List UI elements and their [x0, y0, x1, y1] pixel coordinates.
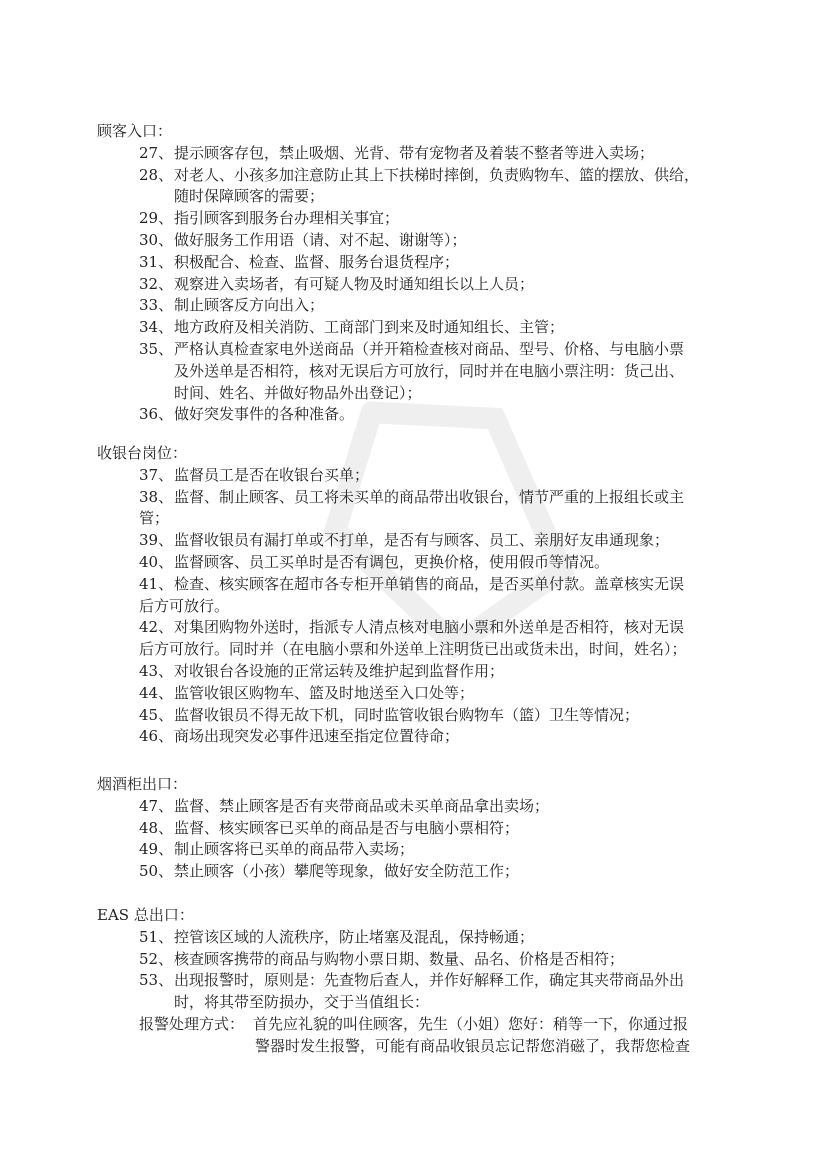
item-number: 31、: [139, 252, 174, 271]
item-number: 35、: [139, 340, 174, 358]
item-text: 对集团购物外送时，指派专人清点核对电脑小票和外送单是否相符，核对无误: [174, 618, 685, 637]
item-number: 29、: [139, 209, 174, 228]
list-item: [0, 207, 830, 229]
item-text: 对收银台各设施的正常运转及维护起到监督作用；: [174, 662, 505, 680]
item-number: 44、: [139, 683, 174, 702]
item-text-continuation: 管；: [139, 509, 170, 528]
list-item: [0, 969, 830, 991]
item-text: 检查、核实顾客在超市各专柜开单销售的商品，是否买单付款。盖章核实无误: [174, 574, 685, 593]
item-text: 商场出现突发必事件迅速至指定位置待命；: [174, 727, 460, 746]
item-text: 监督、制止顾客、员工将未买单的商品带出收银台，情节严重的上报组长或主: [174, 487, 685, 506]
item-text: 监督员工是否在收银台买单；: [174, 465, 370, 484]
item-text-continuation: 时，将其带至防损办，交于当值组长：: [174, 993, 430, 1012]
item-text: 对老人、小孩多加注意防止其上下扶梯时摔倒，负责购物车、篮的摆放、供给，: [174, 165, 700, 184]
item-text: 监督顾客、员工买单时是否有调包，更换价格，使用假币等情况。: [174, 553, 610, 571]
item-number: 36、: [139, 405, 174, 424]
list-item: [0, 229, 830, 251]
list-item: [0, 486, 830, 508]
list-item: [0, 142, 830, 164]
item-number: 39、: [139, 531, 174, 550]
list-item: [0, 251, 830, 273]
list-item: [0, 616, 830, 638]
list-item: [0, 338, 830, 360]
item-text-continuation: 后方可放行。同时并（在电脑小票和外送单上注明货已出或货未出，时间，姓名）；: [139, 640, 687, 659]
item-text: 禁止顾客（小孩）攀爬等现象，做好安全防范工作；: [174, 862, 520, 881]
item-number: 34、: [139, 318, 174, 337]
item-number: 52、: [139, 949, 174, 968]
item-text-continuation: 随时保障顾客的需要；: [174, 187, 325, 206]
item-number: 28、: [139, 165, 174, 184]
item-number: 46、: [139, 727, 174, 746]
item-text: 观察进入卖场者，有可疑人物及时通知组长以上人员；: [174, 274, 535, 293]
list-item: [0, 660, 830, 682]
list-item: [0, 164, 830, 186]
list-item: [0, 294, 830, 316]
item-text: 监管收银区购物车、篮及时地送至入口处等；: [174, 683, 475, 702]
section-heading: 收银台岗位：: [97, 444, 188, 462]
item-text: 核查顾客携带的商品与购物小票日期、数量、品名、价格是否相符；: [174, 949, 625, 968]
item-number: 47、: [139, 796, 174, 815]
list-item: [0, 551, 830, 573]
item-number: 33、: [139, 296, 174, 315]
item-text: 严格认真检查家电外送商品（并开箱检查核对商品、型号、价格、与电脑小票: [174, 340, 685, 358]
list-item: [0, 682, 830, 704]
item-number: 27、: [139, 143, 174, 162]
list-item: [0, 273, 830, 295]
item-text: 监督收银员有漏打单或不打单，是否有与顾客、员工、亲朋好友串通现象；: [174, 531, 670, 550]
section-heading: 顾客入口：: [97, 122, 173, 140]
item-number: 51、: [139, 927, 174, 946]
item-text: 监督、禁止顾客是否有夹带商品或未买单商品拿出卖场；: [174, 796, 550, 815]
list-item: [0, 817, 830, 839]
item-text: 监督收银员不得无故下机，同时监管收银台购物车（篮）卫生等情况；: [174, 705, 640, 724]
item-number: 48、: [139, 818, 174, 837]
item-number: 49、: [139, 840, 174, 859]
list-item: [0, 573, 830, 595]
item-text-continuation: 后方可放行。: [139, 596, 230, 615]
list-item: [0, 860, 830, 882]
item-text-continuation: 及外送单是否相符，核对无误后方可放行，同时并在电脑小票注明：货己出、: [174, 361, 685, 380]
section-heading: 烟酒柜出口：: [97, 775, 188, 793]
section-heading: EAS 总出口：: [97, 906, 194, 924]
item-text: 提示顾客存包，禁止吸烟、光背、带有宠物者及着装不整者等进入卖场；: [174, 143, 655, 162]
item-number: 50、: [139, 862, 174, 881]
item-number: 41、: [139, 574, 174, 593]
item-text: 控管该区域的人流秩序，防止堵塞及混乱，保持畅通；: [174, 927, 535, 946]
item-text: 指引顾客到服务台办理相关事宜；: [174, 209, 400, 228]
item-text: 地方政府及相关消防、工商部门到来及时通知组长、主管；: [174, 318, 565, 337]
item-number: 53、: [139, 971, 174, 990]
list-item: [0, 795, 830, 817]
item-text: 监督、核实顾客已买单的商品是否与电脑小票相符；: [174, 818, 520, 837]
list-item: [0, 838, 830, 860]
item-number: 42、: [139, 618, 174, 637]
list-item: [0, 403, 830, 425]
item-text: 做好突发事件的各种准备。: [174, 405, 355, 424]
item-number: 37、: [139, 465, 174, 484]
item-number: 40、: [139, 553, 174, 571]
item-number: 45、: [139, 705, 174, 724]
list-item: [0, 464, 830, 486]
item-text-continuation: 时间、姓名、并做好物品外出登记）；: [174, 383, 422, 402]
list-item: [0, 725, 830, 747]
alarm-text: 首先应礼貌的叫住顾客，先生（小姐）您好：稍等一下，你通过报: [253, 1015, 689, 1033]
alarm-text: 警器时发生报警，可能有商品收银员忘记帮您消磁了，我帮您检查: [255, 1036, 691, 1055]
item-number: 30、: [139, 231, 174, 249]
item-text: 做好服务工作用语（请、对不起、谢谢等）；: [174, 231, 467, 249]
list-item: [0, 926, 830, 948]
item-text: 制止顾客反方向出入；: [174, 296, 325, 315]
alarm-label: 报警处理方式：: [139, 1015, 245, 1033]
list-item: [0, 316, 830, 338]
list-item: [0, 948, 830, 970]
item-number: 32、: [139, 274, 174, 293]
item-number: 43、: [139, 662, 174, 680]
list-item: [0, 529, 830, 551]
item-text: 制止顾客将已买单的商品带入卖场；: [174, 840, 415, 859]
list-item: [0, 704, 830, 726]
item-text: 出现报警时，原则是：先查物后查人，并作好解释工作，确定其夹带商品外出: [174, 971, 685, 990]
item-text: 积极配合、检查、监督、服务台退货程序；: [174, 252, 460, 271]
item-number: 38、: [139, 487, 174, 506]
